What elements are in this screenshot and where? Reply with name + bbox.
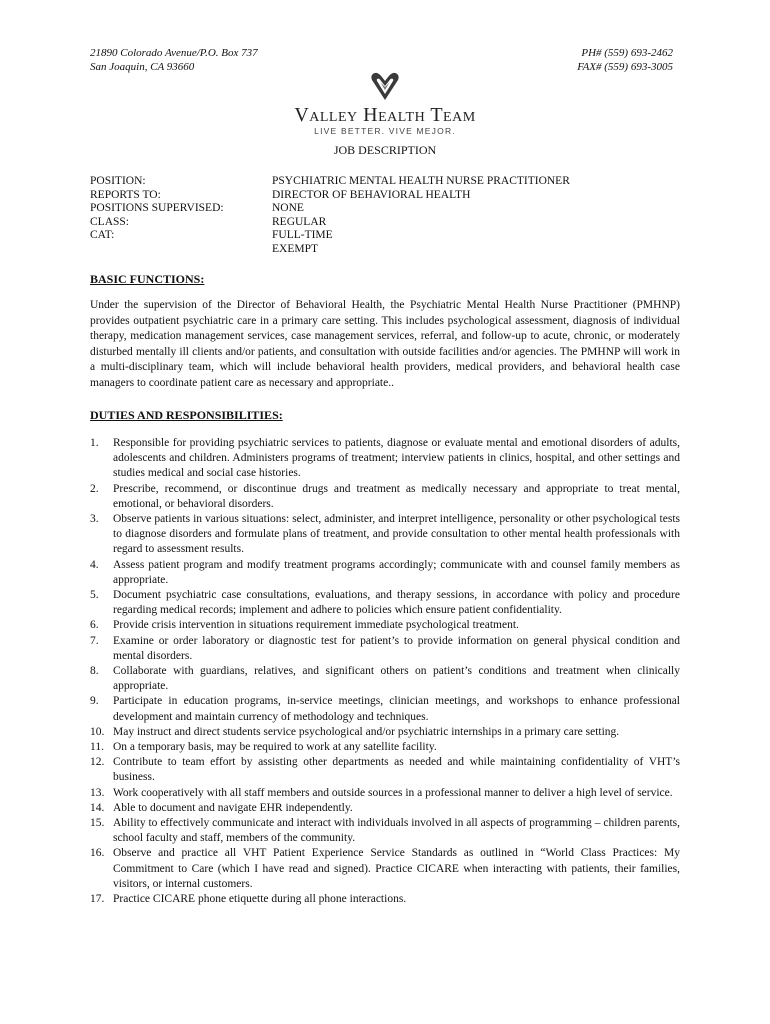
info-value: NONE	[272, 202, 304, 215]
valley-heart-logo-icon	[369, 70, 401, 102]
duty-item	[90, 755, 680, 785]
duty-number: 12.	[90, 756, 105, 769]
info-row	[90, 202, 570, 216]
duty-item	[90, 664, 680, 694]
address-line-2: San Joaquin, CA 93660	[90, 61, 195, 73]
fax-number: FAX# (559) 693-3005	[577, 61, 673, 73]
duty-item	[90, 740, 680, 755]
duty-number: 16.	[90, 847, 105, 860]
duty-item	[90, 816, 680, 846]
duty-item	[90, 801, 680, 816]
duty-item	[90, 618, 680, 633]
duty-text: Assess patient program and modify treatment programs accordingly; communicate with and counsel family members as appropriate.	[113, 558, 680, 586]
phone-number: PH# (559) 693-2462	[581, 47, 673, 59]
duty-number: 2.	[90, 482, 99, 495]
duty-text: Practice CICARE phone etiquette during all phone interactions.	[113, 893, 407, 906]
duty-text: Observe and practice all VHT Patient Experience Service Standards as outlined in “World Class Practices: My Commitment to Care (which I have read and signed). Practice CICARE when interacting with patients, their families, visitors, or internal customers.	[113, 847, 680, 890]
duty-text: Responsible for providing psychiatric services to patients, diagnose or evaluate mental and emotional disorders of adults, adolescents and children. Administers programs of treatment; interview patients in clinics, hospital, and other settings and studies medical and social case histories.	[113, 437, 680, 480]
duties-heading: DUTIES AND RESPONSIBILITIES:	[90, 408, 283, 422]
logo-wordmark: Valley Health Team	[294, 104, 476, 126]
info-value: REGULAR	[272, 215, 327, 228]
duty-number: 4.	[90, 558, 99, 571]
duty-number: 13.	[90, 786, 105, 799]
info-value: DIRECTOR OF BEHAVIORAL HEALTH	[272, 188, 471, 201]
info-row	[90, 216, 570, 230]
duty-text: Provide crisis intervention in situations requirement immediate psychological treatment.	[113, 619, 519, 632]
contact-block	[577, 46, 673, 74]
info-value: PSYCHIATRIC MENTAL HEALTH NURSE PRACTITIONER	[272, 175, 570, 187]
duty-item	[90, 558, 680, 588]
info-label: POSITION:	[90, 175, 146, 187]
duty-item	[90, 634, 680, 664]
duty-number: 8.	[90, 665, 99, 678]
duty-text: Document psychiatric case consultations, evaluations, and therapy sessions, in accordance with policy and procedure regarding medical records; implement and adhere to policies which ensure patient confidentiality.	[113, 589, 680, 617]
info-row	[90, 175, 570, 189]
duty-item	[90, 892, 680, 907]
basic-functions-text: Under the supervision of the Director of Behavioral Health, the Psychiatric Mental Health Nurse Practitioner (PMHNP) provides outpatient psychiatric care in a primary care setting. This includes psychological assessment, diagnosis of individual therapy, medication management services, case management services, referral, and follow-up to acute, chronic, or moderately disturbed mentally ill clients and/or patients, and consultation with outside facilities and/or agencies. The PMHNP will work in a multi-disciplinary team, which will include behavioral health providers, medical providers, and behavioral health case managers to coordinate patient care as necessary and appropriate..	[90, 299, 680, 389]
info-label: CAT:	[90, 229, 115, 242]
duty-number: 5.	[90, 589, 99, 602]
address-line-1: 21890 Colorado Avenue/P.O. Box 737	[90, 47, 258, 59]
duty-item	[90, 588, 680, 618]
duty-item	[90, 694, 680, 724]
info-label: REPORTS TO:	[90, 188, 161, 201]
duty-text: Able to document and navigate EHR independently.	[113, 801, 353, 814]
info-label: CLASS:	[90, 215, 129, 228]
duty-number: 6.	[90, 619, 99, 632]
duties-list	[90, 436, 680, 907]
info-row	[90, 243, 570, 257]
duty-number: 3.	[90, 513, 99, 526]
duty-number: 1.	[90, 437, 99, 449]
info-row	[90, 189, 570, 203]
logo-tagline: LIVE BETTER. VIVE MEJOR.	[314, 126, 456, 136]
duty-text: Collaborate with guardians, relatives, and significant others on patient’s conditions and treatment when clinically appropriate.	[113, 665, 680, 693]
duty-text: On a temporary basis, may be required to work at any satellite facility.	[113, 741, 437, 754]
position-info-table	[90, 175, 570, 257]
company-logo	[280, 70, 490, 136]
info-row	[90, 229, 570, 243]
duty-text: Participate in education programs, in-service meetings, clinician meetings, and workshops to enhance professional development and maintain currency of methodology and techniques.	[113, 695, 680, 723]
duty-number: 10.	[90, 725, 105, 738]
duty-number: 14.	[90, 801, 105, 814]
info-value: FULL-TIME	[272, 229, 333, 242]
duty-text: May instruct and direct students service psychological and/or psychiatric internships in a primary care setting.	[113, 725, 620, 738]
duty-number: 7.	[90, 634, 99, 647]
duty-item	[90, 786, 680, 801]
info-value: EXEMPT	[272, 242, 318, 255]
duty-item	[90, 482, 680, 512]
duty-text: Observe patients in various situations: select, administer, and interpret intelligence, personality or other psychological tests to diagnose disorders and formulate plans of treatment, and provide consultation to other mental health professionals with regard to assessment results.	[113, 513, 680, 556]
duty-text: Examine or order laboratory or diagnostic test for patient’s to provide information on general physical condition and mental disorders.	[113, 634, 680, 662]
duty-number: 17.	[90, 893, 105, 906]
info-label	[90, 243, 272, 257]
duty-item	[90, 512, 680, 558]
duty-item	[90, 436, 680, 482]
duty-number: 9.	[90, 695, 99, 708]
duty-item	[90, 846, 680, 892]
duty-text: Ability to effectively communicate and interact with individuals involved in all aspects of programming – children parents, school faculty and staff, members of the community.	[113, 817, 680, 845]
duty-text: Contribute to team effort by assisting other departments as needed and while maintaining confidentiality of VHT’s business.	[113, 756, 680, 784]
basic-functions-heading: BASIC FUNCTIONS:	[90, 272, 205, 286]
duty-text: Prescribe, recommend, or discontinue drugs and treatment as medically necessary and appropriate to treat mental, emotional, or behavioral disorders.	[113, 482, 680, 510]
duty-number: 11.	[90, 741, 104, 754]
duty-number: 15.	[90, 817, 105, 830]
duty-text: Work cooperatively with all staff members and outside sources in a professional manner to deliver a high level of service.	[113, 786, 673, 799]
info-label: POSITIONS SUPERVISED:	[90, 202, 224, 215]
duty-item	[90, 725, 680, 740]
document-title: JOB DESCRIPTION	[333, 143, 437, 157]
address-block	[90, 46, 258, 74]
